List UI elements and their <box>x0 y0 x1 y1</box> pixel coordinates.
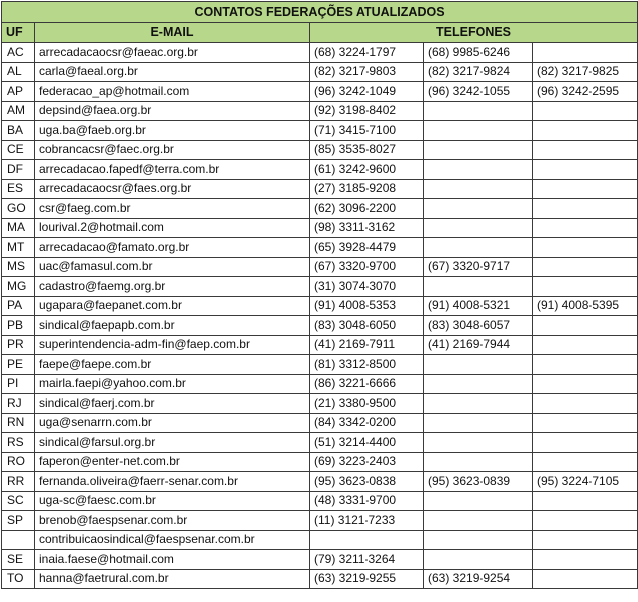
uf-cell: PI <box>2 374 35 394</box>
uf-cell: RO <box>2 452 35 472</box>
phone-cell <box>424 413 533 433</box>
phone-cell <box>533 374 638 394</box>
table-row <box>2 335 638 355</box>
phone-cell: (82) 3217-9803 <box>310 62 424 82</box>
phone-cell <box>310 530 424 550</box>
phone-cell <box>424 530 533 550</box>
email-cell: fernanda.oliveira@faerr-senar.com.br <box>35 472 310 492</box>
table-row <box>2 355 638 375</box>
uf-cell: SE <box>2 550 35 570</box>
uf-cell: MT <box>2 238 35 258</box>
phone-cell <box>424 140 533 160</box>
email-cell: lourival.2@hotmail.com <box>35 218 310 238</box>
phone-cell <box>533 433 638 453</box>
phone-cell: (95) 3224-7105 <box>533 472 638 492</box>
phone-cell <box>533 394 638 414</box>
phone-cell: (96) 3242-2595 <box>533 82 638 102</box>
phone-cell: (79) 3211-3264 <box>310 550 424 570</box>
email-cell: cadastro@faemg.org.br <box>35 277 310 297</box>
phone-cell <box>533 335 638 355</box>
phone-cell <box>533 452 638 472</box>
header-email: E-MAIL <box>35 23 310 43</box>
phone-cell: (83) 3048-6057 <box>424 316 533 336</box>
email-cell: federacao_ap@hotmail.com <box>35 82 310 102</box>
uf-cell: ES <box>2 179 35 199</box>
phone-cell <box>424 218 533 238</box>
uf-cell: CE <box>2 140 35 160</box>
uf-cell: AL <box>2 62 35 82</box>
table-row <box>2 374 638 394</box>
email-cell: cobrancacsr@faec.org.br <box>35 140 310 160</box>
phone-cell <box>533 550 638 570</box>
phone-cell <box>533 491 638 511</box>
phone-cell: (41) 2169-7944 <box>424 335 533 355</box>
email-cell: contribuicaosindical@faespsenar.com.br <box>35 530 310 550</box>
phone-cell <box>533 277 638 297</box>
email-cell: uga-sc@faesc.com.br <box>35 491 310 511</box>
phone-cell <box>424 199 533 219</box>
phone-cell: (82) 3217-9824 <box>424 62 533 82</box>
uf-cell: BA <box>2 121 35 141</box>
table-row <box>2 179 638 199</box>
uf-cell: PR <box>2 335 35 355</box>
table-row <box>2 101 638 121</box>
uf-cell: SP <box>2 511 35 531</box>
phone-cell <box>424 511 533 531</box>
phone-cell <box>424 160 533 180</box>
table-row <box>2 433 638 453</box>
email-cell: uga.ba@faeb.org.br <box>35 121 310 141</box>
email-cell: uga@senarrn.com.br <box>35 413 310 433</box>
phone-cell <box>424 452 533 472</box>
email-cell: faepe@faepe.com.br <box>35 355 310 375</box>
phone-cell <box>533 257 638 277</box>
table-row <box>2 121 638 141</box>
uf-cell: MG <box>2 277 35 297</box>
email-cell: inaia.faese@hotmail.com <box>35 550 310 570</box>
table-row <box>2 257 638 277</box>
table-row <box>2 238 638 258</box>
uf-cell: SC <box>2 491 35 511</box>
table-row <box>2 140 638 160</box>
phone-cell <box>424 394 533 414</box>
table-row <box>2 199 638 219</box>
email-cell: sindical@farsul.org.br <box>35 433 310 453</box>
header-row <box>2 23 638 43</box>
phone-cell <box>533 140 638 160</box>
uf-cell: RJ <box>2 394 35 414</box>
phone-cell <box>424 433 533 453</box>
table-row <box>2 452 638 472</box>
phone-cell: (31) 3074-3070 <box>310 277 424 297</box>
phone-cell: (86) 3221-6666 <box>310 374 424 394</box>
title-row <box>2 2 638 23</box>
table-row <box>2 82 638 102</box>
phone-cell <box>424 550 533 570</box>
phone-cell: (67) 3320-9717 <box>424 257 533 277</box>
email-cell: sindical@faerj.com.br <box>35 394 310 414</box>
uf-cell: AP <box>2 82 35 102</box>
table-row <box>2 511 638 531</box>
phone-cell: (65) 3928-4479 <box>310 238 424 258</box>
phone-cell <box>533 569 638 589</box>
table-row <box>2 472 638 492</box>
uf-cell: RS <box>2 433 35 453</box>
phone-cell: (85) 3535-8027 <box>310 140 424 160</box>
phone-cell <box>533 511 638 531</box>
phone-cell <box>533 355 638 375</box>
uf-cell: PE <box>2 355 35 375</box>
contacts-table <box>1 1 638 589</box>
header-uf: UF <box>2 23 35 43</box>
table-row <box>2 413 638 433</box>
table-row <box>2 160 638 180</box>
email-cell: depsind@faea.org.br <box>35 101 310 121</box>
table-body <box>2 43 638 589</box>
table-row <box>2 394 638 414</box>
phone-cell: (95) 3623-0839 <box>424 472 533 492</box>
phone-cell <box>533 160 638 180</box>
phone-cell <box>424 179 533 199</box>
email-cell: superintendencia-adm-fin@faep.com.br <box>35 335 310 355</box>
phone-cell <box>533 43 638 63</box>
phone-cell <box>424 277 533 297</box>
phone-cell: (91) 4008-5321 <box>424 296 533 316</box>
phone-cell: (48) 3331-9700 <box>310 491 424 511</box>
phone-cell: (96) 3242-1049 <box>310 82 424 102</box>
phone-cell <box>424 101 533 121</box>
phone-cell <box>424 355 533 375</box>
email-cell: arrecadacao@famato.org.br <box>35 238 310 258</box>
email-cell: hanna@faetrural.com.br <box>35 569 310 589</box>
header-phones: TELEFONES <box>310 23 638 43</box>
phone-cell <box>424 374 533 394</box>
email-cell: csr@faeg.com.br <box>35 199 310 219</box>
table-row <box>2 530 638 550</box>
uf-cell: MA <box>2 218 35 238</box>
phone-cell <box>533 413 638 433</box>
table-row <box>2 550 638 570</box>
table-row <box>2 491 638 511</box>
table-title: CONTATOS FEDERAÇÕES ATUALIZADOS <box>2 2 638 23</box>
phone-cell <box>533 199 638 219</box>
phone-cell: (83) 3048-6050 <box>310 316 424 336</box>
email-cell: arrecadacao.fapedf@terra.com.br <box>35 160 310 180</box>
email-cell: carla@faeal.org.br <box>35 62 310 82</box>
uf-cell: GO <box>2 199 35 219</box>
phone-cell: (62) 3096-2200 <box>310 199 424 219</box>
table-row <box>2 296 638 316</box>
uf-cell: AM <box>2 101 35 121</box>
phone-cell <box>533 101 638 121</box>
phone-cell: (81) 3312-8500 <box>310 355 424 375</box>
phone-cell: (96) 3242-1055 <box>424 82 533 102</box>
email-cell: mairla.faepi@yahoo.com.br <box>35 374 310 394</box>
phone-cell: (91) 4008-5395 <box>533 296 638 316</box>
phone-cell <box>424 121 533 141</box>
uf-cell: PB <box>2 316 35 336</box>
phone-cell: (92) 3198-8402 <box>310 101 424 121</box>
table-row <box>2 62 638 82</box>
phone-cell: (82) 3217-9825 <box>533 62 638 82</box>
phone-cell: (67) 3320-9700 <box>310 257 424 277</box>
uf-cell: RN <box>2 413 35 433</box>
email-cell: sindical@faepapb.com.br <box>35 316 310 336</box>
email-cell: arrecadacaocsr@faeac.org.br <box>35 43 310 63</box>
phone-cell <box>533 316 638 336</box>
table-row <box>2 218 638 238</box>
phone-cell: (51) 3214-4400 <box>310 433 424 453</box>
phone-cell: (68) 9985-6246 <box>424 43 533 63</box>
phone-cell <box>533 238 638 258</box>
phone-cell <box>424 238 533 258</box>
phone-cell: (69) 3223-2403 <box>310 452 424 472</box>
email-cell: brenob@faespsenar.com.br <box>35 511 310 531</box>
phone-cell: (91) 4008-5353 <box>310 296 424 316</box>
phone-cell: (41) 2169-7911 <box>310 335 424 355</box>
table-row <box>2 569 638 589</box>
uf-cell: AC <box>2 43 35 63</box>
phone-cell: (21) 3380-9500 <box>310 394 424 414</box>
email-cell: arrecadacaocsr@faes.org.br <box>35 179 310 199</box>
phone-cell: (71) 3415-7100 <box>310 121 424 141</box>
uf-cell: TO <box>2 569 35 589</box>
phone-cell <box>533 530 638 550</box>
uf-cell <box>2 530 35 550</box>
uf-cell: RR <box>2 472 35 492</box>
phone-cell: (84) 3342-0200 <box>310 413 424 433</box>
phone-cell: (63) 3219-9254 <box>424 569 533 589</box>
table-row <box>2 277 638 297</box>
phone-cell: (63) 3219-9255 <box>310 569 424 589</box>
email-cell: faperon@enter-net.com.br <box>35 452 310 472</box>
table-row <box>2 43 638 63</box>
uf-cell: MS <box>2 257 35 277</box>
phone-cell: (61) 3242-9600 <box>310 160 424 180</box>
phone-cell: (27) 3185-9208 <box>310 179 424 199</box>
phone-cell: (98) 3311-3162 <box>310 218 424 238</box>
phone-cell: (95) 3623-0838 <box>310 472 424 492</box>
phone-cell <box>533 218 638 238</box>
phone-cell <box>533 179 638 199</box>
phone-cell: (68) 3224-1797 <box>310 43 424 63</box>
email-cell: uac@famasul.com.br <box>35 257 310 277</box>
uf-cell: DF <box>2 160 35 180</box>
email-cell: ugapara@faepanet.com.br <box>35 296 310 316</box>
table-row <box>2 316 638 336</box>
uf-cell: PA <box>2 296 35 316</box>
phone-cell: (11) 3121-7233 <box>310 511 424 531</box>
phone-cell <box>533 121 638 141</box>
phone-cell <box>424 491 533 511</box>
